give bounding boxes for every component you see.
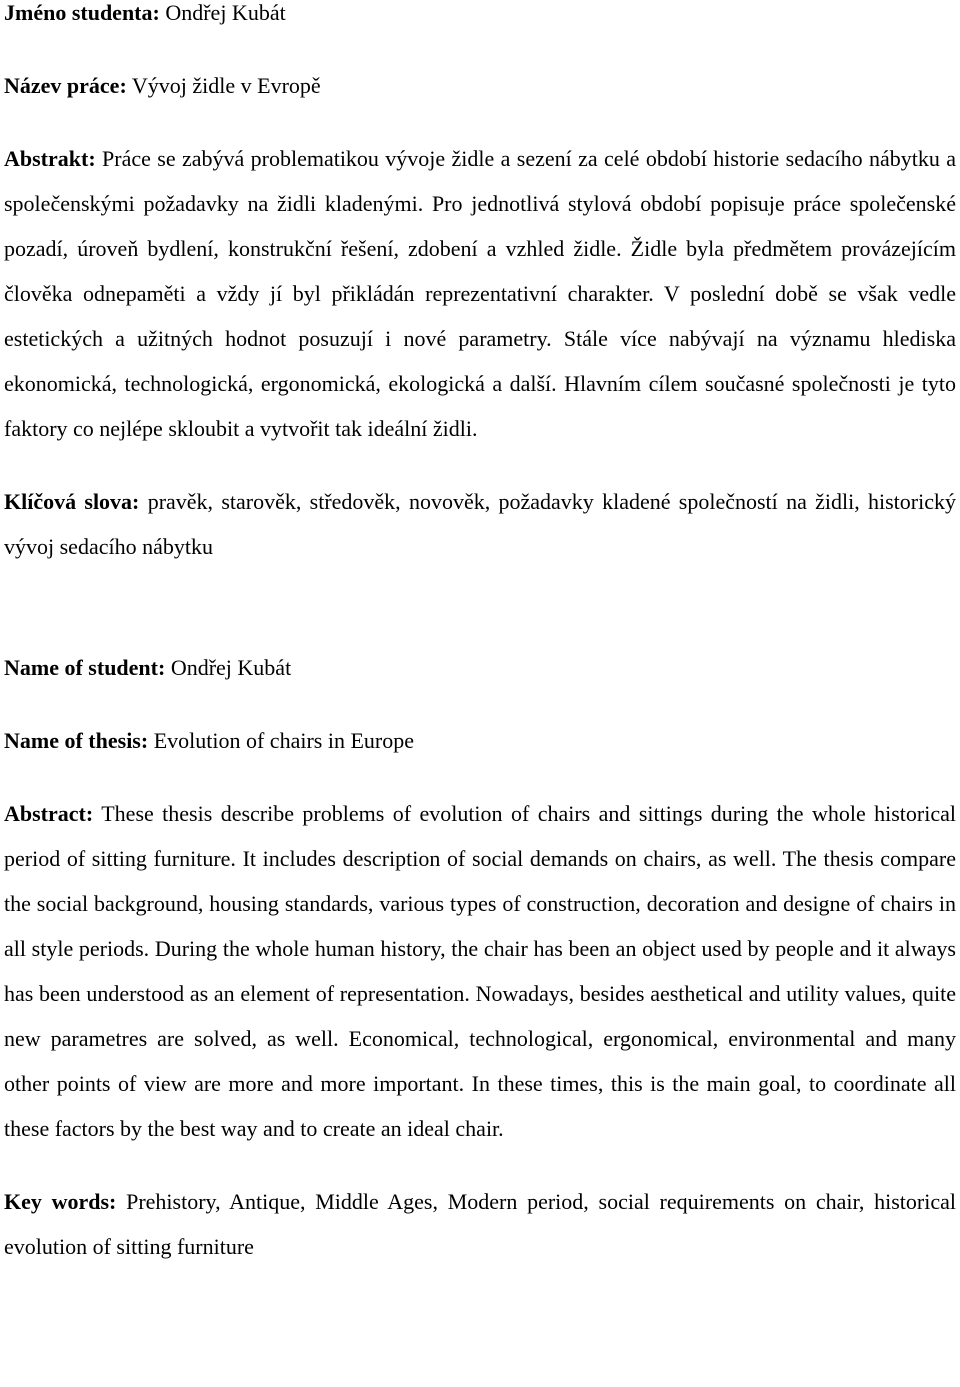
keywords-cz-text: pravěk, starověk, středověk, novověk, požadavky kladené společností na židli, historický vývoj sedacího nábytku [4,489,956,559]
keywords-cz [4,479,956,569]
abstract-en-label: Abstract: [4,801,94,826]
student-name-cz-value: Ondřej Kubát [165,0,286,25]
thesis-title-en-label: Name of thesis: [4,728,149,753]
document-page [4,0,956,1269]
keywords-en [4,1179,956,1269]
abstract-cz-text: Práce se zabývá problematikou vývoje židle a sezení za celé období historie sedacího nábytku a společenskými požadavky na židli kladenými. Pro jednotlivá stylová období popisuje práce společenské pozadí, úroveň bydlení, konstrukční řešení, zdobení a vzhled židle. Židle byla předmětem provázejícím člověka odnepaměti a vždy jí byl přikládán reprezentativní charakter. V poslední době se však vedle estetických a užitných hodnot posuzují i nové parametry. Stále více nabývají na významu hlediska ekonomická, technologická, ergonomická, ekologická a další. Hlavním cílem současné společnosti je tyto faktory co nejlépe skloubit a vytvořit tak ideální židli. [4,146,956,441]
student-name-en [4,645,956,690]
student-name-en-value: Ondřej Kubát [170,655,292,680]
thesis-title-en [4,718,956,763]
thesis-title-cz-value: Vývoj židle v Evropě [131,73,321,98]
thesis-title-cz [4,63,956,108]
keywords-en-text: Prehistory, Antique, Middle Ages, Modern period, social requirements on chair, historical evolution of sitting furniture [4,1189,957,1259]
thesis-title-en-value: Evolution of chairs in Europe [153,728,414,753]
abstract-cz-label: Abstrakt: [4,146,96,171]
abstract-cz [4,136,956,451]
keywords-en-label: Key words: [4,1189,117,1214]
student-name-cz-label: Jméno studenta: [4,0,160,25]
abstract-en [4,791,956,1151]
keywords-cz-label: Klíčová slova: [4,489,140,514]
student-name-cz [4,0,956,35]
student-name-en-label: Name of student: [4,655,166,680]
thesis-title-cz-label: Název práce: [4,73,127,98]
abstract-en-text: These thesis describe problems of evolution of chairs and sittings during the whole historical period of sitting furniture. It includes description of social demands on chairs, as well. The thesis compare the social background, housing standards, various types of construction, decoration and designe of chairs in all style periods. During the whole human history, the chair has been an object used by people and it always has been understood as an element of representation. Nowadays, besides aesthetical and utility values, quite new parametres are solved, as well. Economical, technological, ergonomical, environmental and many other points of view are more and more important. In these times, this is the main goal, to coordinate all these factors by the best way and to create an ideal chair. [4,801,956,1141]
